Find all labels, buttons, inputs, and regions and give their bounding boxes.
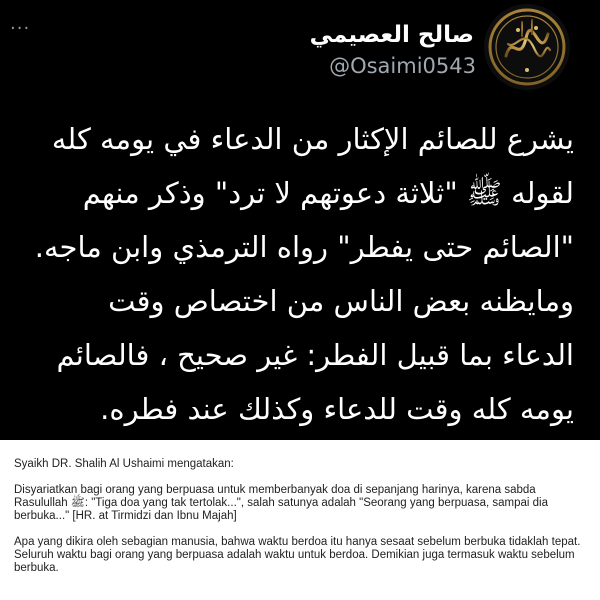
author-handle[interactable]: @Osaimi0543 [329, 54, 476, 78]
tweet-text [34, 112, 574, 436]
translation-caption [14, 458, 588, 588]
author-name[interactable]: صالح العصيمي [309, 22, 474, 48]
tweet-line: ومايظنه بعض الناس من اختصاص وقت [108, 284, 574, 318]
tweet-line: يشرع للصائم الإكثار من الدعاء في يومه كله [51, 122, 574, 156]
caption-paragraph: Disyariatkan bagi orang yang berpuasa untuk memberbanyak doa di sepanjang harinya, karena sabda Rasulullah ﷺ: "Tiga doa yang tak tertolak...", salah satunya adalah "Seorang yang berpuasa, sampai dia berbuka..." [HR. at Tirmidzi dan Ibnu Majah] [14, 484, 548, 522]
calligraphy-seal-icon [484, 4, 570, 90]
tweet-line: "الصائم حتى يفطر" رواه الترمذي وابن ماجه. [34, 230, 574, 264]
tweet-line: الدعاء بما قبيل الفطر: غير صحيح ، فالصائم [56, 338, 574, 372]
tweet-line: لقوله ﷺ "ثلاثة دعوتهم لا ترد" وذكر منهم [82, 176, 574, 210]
caption-paragraph: Apa yang dikira oleh sebagian manusia, bahwa waktu berdoa itu hanya sesaat sebelum berbuka tidaklah tepat. Seluruh waktu bagi orang yang berpuasa adalah waktu untuk berdoa. Demikian juga termasuk waktu sebelum berbuka. [14, 536, 581, 574]
avatar[interactable] [484, 4, 570, 90]
tweet-line: يومه كله وقت للدعاء وكذلك عند فطره. [100, 392, 574, 426]
more-options-icon[interactable]: ··· [10, 18, 31, 39]
caption-heading: Syaikh DR. Shalih Al Ushaimi mengatakan: [14, 458, 234, 470]
